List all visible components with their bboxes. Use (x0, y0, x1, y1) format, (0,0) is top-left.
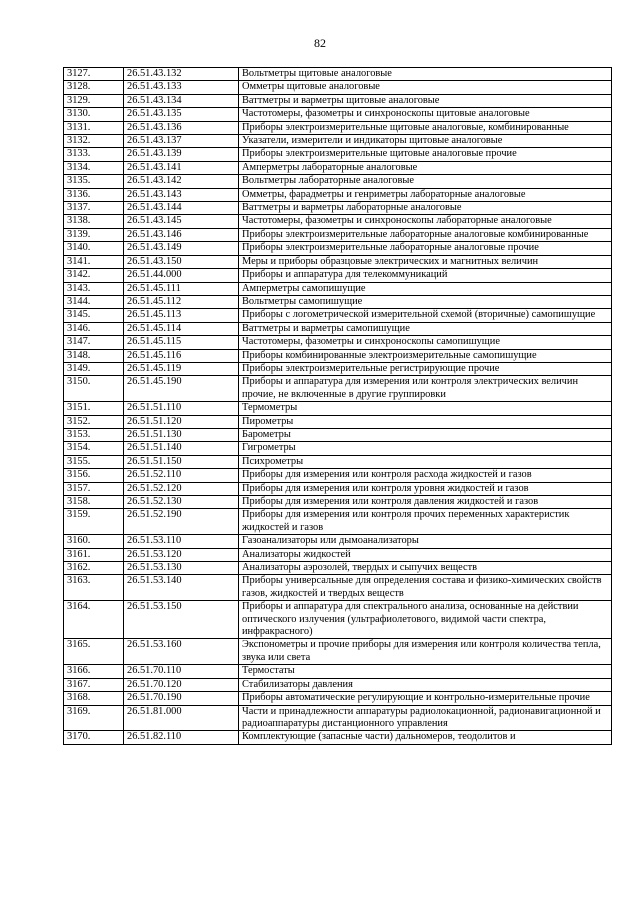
page-number: 82 (314, 36, 326, 50)
okpd-code: 26.51.45.114 (124, 322, 239, 335)
classifier-table (63, 67, 612, 745)
product-name: Термостаты (239, 665, 612, 678)
okpd-code: 26.51.51.140 (124, 442, 239, 455)
table-row (64, 161, 612, 174)
product-name: Приборы для измерения или контроля давления жидкостей и газов (239, 496, 612, 509)
row-number: 3161. (64, 548, 124, 561)
product-name: Приборы для измерения или контроля прочих переменных характеристик жидкостей и газов (239, 509, 612, 535)
okpd-code: 26.51.45.111 (124, 282, 239, 295)
table-row (64, 269, 612, 282)
row-number: 3152. (64, 415, 124, 428)
row-number: 3162. (64, 562, 124, 575)
okpd-code: 26.51.43.132 (124, 68, 239, 81)
product-name: Части и принадлежности аппаратуры радиолокационной, радионавигационной и радиоаппаратуры дистанционного управления (239, 705, 612, 731)
product-name: Частотомеры, фазометры и синхроноскопы самопишущие (239, 336, 612, 349)
table-row (64, 148, 612, 161)
row-number: 3156. (64, 469, 124, 482)
row-number: 3148. (64, 349, 124, 362)
okpd-code: 26.51.51.150 (124, 455, 239, 468)
table-row (64, 639, 612, 665)
product-name: Вольтметры щитовые аналоговые (239, 68, 612, 81)
table-row (64, 535, 612, 548)
okpd-code: 26.51.70.110 (124, 665, 239, 678)
table-row (64, 349, 612, 362)
product-name: Вольтметры лабораторные аналоговые (239, 175, 612, 188)
table-row (64, 678, 612, 691)
row-number: 3141. (64, 255, 124, 268)
row-number: 3150. (64, 376, 124, 402)
product-name: Барометры (239, 428, 612, 441)
okpd-code: 26.51.43.145 (124, 215, 239, 228)
row-number: 3157. (64, 482, 124, 495)
product-name: Психрометры (239, 455, 612, 468)
row-number: 3168. (64, 692, 124, 705)
table-row (64, 322, 612, 335)
okpd-code: 26.51.51.130 (124, 428, 239, 441)
okpd-code: 26.51.43.135 (124, 108, 239, 121)
product-name: Приборы универсальные для определения состава и физико-химических свойств газов, жидкостей и твердых веществ (239, 575, 612, 601)
row-number: 3153. (64, 428, 124, 441)
table-row (64, 295, 612, 308)
row-number: 3165. (64, 639, 124, 665)
row-number: 3169. (64, 705, 124, 731)
table-row (64, 482, 612, 495)
row-number: 3170. (64, 731, 124, 744)
table-row (64, 202, 612, 215)
row-number: 3160. (64, 535, 124, 548)
product-name: Приборы электроизмерительные щитовые аналоговые прочие (239, 148, 612, 161)
okpd-code: 26.51.43.141 (124, 161, 239, 174)
table-row (64, 175, 612, 188)
okpd-code: 26.51.53.120 (124, 548, 239, 561)
okpd-code: 26.51.51.120 (124, 415, 239, 428)
row-number: 3154. (64, 442, 124, 455)
okpd-code: 26.51.43.143 (124, 188, 239, 201)
table-row (64, 705, 612, 731)
table-row (64, 68, 612, 81)
okpd-code: 26.51.53.110 (124, 535, 239, 548)
row-number: 3127. (64, 68, 124, 81)
okpd-code: 26.51.43.139 (124, 148, 239, 161)
table-row (64, 242, 612, 255)
product-name: Приборы для измерения или контроля расхода жидкостей и газов (239, 469, 612, 482)
okpd-code: 26.51.43.149 (124, 242, 239, 255)
okpd-code: 26.51.43.136 (124, 121, 239, 134)
okpd-code: 26.51.44.000 (124, 269, 239, 282)
okpd-code: 26.51.43.137 (124, 135, 239, 148)
table-row (64, 94, 612, 107)
product-name: Меры и приборы образцовые электрических и магнитных величин (239, 255, 612, 268)
product-name: Приборы и аппаратура для телекоммуникаций (239, 269, 612, 282)
product-name: Вольтметры самопишущие (239, 295, 612, 308)
product-name: Приборы электроизмерительные регистрирующие прочие (239, 362, 612, 375)
row-number: 3136. (64, 188, 124, 201)
okpd-code: 26.51.53.150 (124, 601, 239, 639)
row-number: 3139. (64, 228, 124, 241)
okpd-code: 26.51.43.133 (124, 81, 239, 94)
okpd-code: 26.51.52.190 (124, 509, 239, 535)
row-number: 3143. (64, 282, 124, 295)
table-row (64, 81, 612, 94)
okpd-code: 26.51.53.140 (124, 575, 239, 601)
row-number: 3149. (64, 362, 124, 375)
row-number: 3135. (64, 175, 124, 188)
product-name: Приборы электроизмерительные лабораторные аналоговые комбинированные (239, 228, 612, 241)
product-name: Экспонометры и прочие приборы для измерения или контроля количества тепла, звука или света (239, 639, 612, 665)
table-row (64, 415, 612, 428)
okpd-code: 26.51.45.190 (124, 376, 239, 402)
okpd-code: 26.51.43.146 (124, 228, 239, 241)
okpd-code: 26.51.45.116 (124, 349, 239, 362)
product-name: Гигрометры (239, 442, 612, 455)
product-name: Термометры (239, 402, 612, 415)
table-row (64, 362, 612, 375)
table-row (64, 255, 612, 268)
product-name: Газоанализаторы или дымоанализаторы (239, 535, 612, 548)
table-row (64, 135, 612, 148)
table-row (64, 575, 612, 601)
product-name: Омметры, фарадметры и генриметры лабораторные аналоговые (239, 188, 612, 201)
okpd-code: 26.51.43.142 (124, 175, 239, 188)
product-name: Приборы комбинированные электроизмерительные самопишущие (239, 349, 612, 362)
row-number: 3128. (64, 81, 124, 94)
table-row (64, 282, 612, 295)
okpd-code: 26.51.51.110 (124, 402, 239, 415)
table-row (64, 562, 612, 575)
row-number: 3137. (64, 202, 124, 215)
table-row (64, 309, 612, 322)
product-name: Приборы электроизмерительные лабораторные аналоговые прочие (239, 242, 612, 255)
okpd-code: 26.51.81.000 (124, 705, 239, 731)
row-number: 3132. (64, 135, 124, 148)
okpd-code: 26.51.82.110 (124, 731, 239, 744)
okpd-code: 26.51.52.120 (124, 482, 239, 495)
row-number: 3163. (64, 575, 124, 601)
table-body (64, 68, 612, 745)
table-row (64, 336, 612, 349)
product-name: Анализаторы аэрозолей, твердых и сыпучих веществ (239, 562, 612, 575)
row-number: 3146. (64, 322, 124, 335)
product-name: Ваттметры и варметры лабораторные аналоговые (239, 202, 612, 215)
row-number: 3167. (64, 678, 124, 691)
product-name: Приборы с логометрической измерительной схемой (вторичные) самопишущие (239, 309, 612, 322)
row-number: 3134. (64, 161, 124, 174)
okpd-code: 26.51.70.120 (124, 678, 239, 691)
table-row (64, 376, 612, 402)
row-number: 3145. (64, 309, 124, 322)
table-row (64, 455, 612, 468)
row-number: 3166. (64, 665, 124, 678)
table-row (64, 509, 612, 535)
table-row (64, 108, 612, 121)
row-number: 3147. (64, 336, 124, 349)
okpd-code: 26.51.52.130 (124, 496, 239, 509)
row-number: 3133. (64, 148, 124, 161)
table-row (64, 442, 612, 455)
product-name: Ваттметры и варметры самопишущие (239, 322, 612, 335)
row-number: 3131. (64, 121, 124, 134)
okpd-code: 26.51.52.110 (124, 469, 239, 482)
okpd-code: 26.51.45.113 (124, 309, 239, 322)
table-row (64, 428, 612, 441)
table-row (64, 548, 612, 561)
table-row (64, 731, 612, 744)
row-number: 3144. (64, 295, 124, 308)
product-name: Ваттметры и варметры щитовые аналоговые (239, 94, 612, 107)
product-name: Омметры щитовые аналоговые (239, 81, 612, 94)
row-number: 3151. (64, 402, 124, 415)
row-number: 3159. (64, 509, 124, 535)
product-name: Приборы и аппаратура для спектрального анализа, основанные на действии оптического излучения (ультрафиолетового, видимой части спектра, инфракрасного) (239, 601, 612, 639)
row-number: 3138. (64, 215, 124, 228)
table-row (64, 665, 612, 678)
product-name: Указатели, измерители и индикаторы щитовые аналоговые (239, 135, 612, 148)
table-row (64, 121, 612, 134)
okpd-code: 26.51.43.150 (124, 255, 239, 268)
product-name: Пирометры (239, 415, 612, 428)
row-number: 3164. (64, 601, 124, 639)
okpd-code: 26.51.45.112 (124, 295, 239, 308)
table-row (64, 496, 612, 509)
row-number: 3142. (64, 269, 124, 282)
row-number: 3129. (64, 94, 124, 107)
row-number: 3130. (64, 108, 124, 121)
product-name: Приборы для измерения или контроля уровня жидкостей и газов (239, 482, 612, 495)
table-row (64, 692, 612, 705)
product-name: Частотомеры, фазометры и синхроноскопы щитовые аналоговые (239, 108, 612, 121)
table-row (64, 469, 612, 482)
product-name: Приборы электроизмерительные щитовые аналоговые, комбинированные (239, 121, 612, 134)
row-number: 3140. (64, 242, 124, 255)
table-row (64, 601, 612, 639)
product-name: Амперметры лабораторные аналоговые (239, 161, 612, 174)
table-row (64, 215, 612, 228)
okpd-code: 26.51.53.130 (124, 562, 239, 575)
okpd-code: 26.51.43.134 (124, 94, 239, 107)
okpd-code: 26.51.43.144 (124, 202, 239, 215)
product-name: Комплектующие (запасные части) дальномеров, теодолитов и (239, 731, 612, 744)
okpd-code: 26.51.45.115 (124, 336, 239, 349)
product-name: Частотомеры, фазометры и синхроноскопы лабораторные аналоговые (239, 215, 612, 228)
product-name: Анализаторы жидкостей (239, 548, 612, 561)
table-row (64, 188, 612, 201)
product-name: Стабилизаторы давления (239, 678, 612, 691)
okpd-code: 26.51.53.160 (124, 639, 239, 665)
row-number: 3158. (64, 496, 124, 509)
table-row (64, 402, 612, 415)
product-name: Приборы и аппаратура для измерения или контроля электрических величин прочие, не включенные в другие группировки (239, 376, 612, 402)
okpd-code: 26.51.45.119 (124, 362, 239, 375)
row-number: 3155. (64, 455, 124, 468)
table-row (64, 228, 612, 241)
product-name: Амперметры самопишущие (239, 282, 612, 295)
okpd-code: 26.51.70.190 (124, 692, 239, 705)
product-name: Приборы автоматические регулирующие и контрольно-измерительные прочие (239, 692, 612, 705)
